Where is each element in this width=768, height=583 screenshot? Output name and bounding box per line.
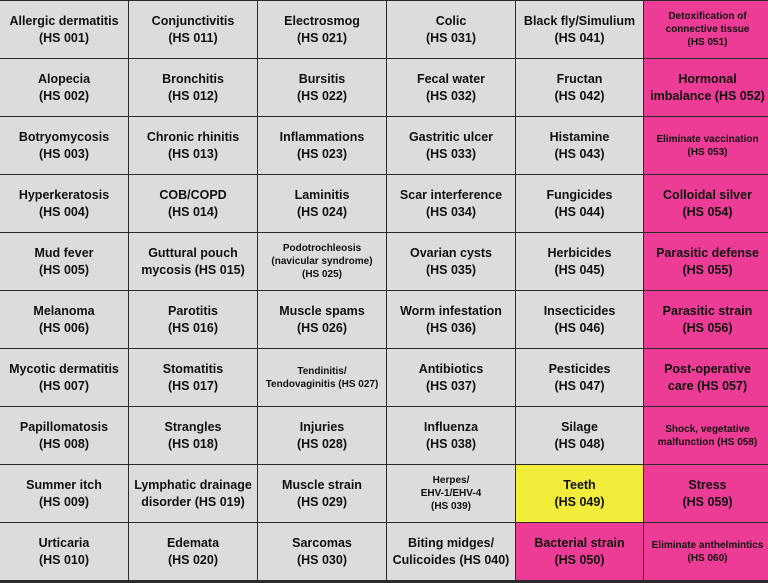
- cell-text-line: (HS 037): [425, 378, 477, 393]
- table-cell: [644, 349, 768, 406]
- cell-text-line: Podotrochleosis: [282, 243, 362, 254]
- cell-text-line: (HS 032): [425, 88, 477, 103]
- cell-text-line: (HS 004): [38, 204, 90, 219]
- cell-text-line: (HS 014): [167, 204, 219, 219]
- table-cell: [258, 465, 386, 522]
- table-cell: [387, 117, 515, 174]
- cell-text-line: Insecticides: [543, 304, 616, 319]
- cell-text-line: (HS 018): [167, 436, 219, 451]
- cell-text-line: Shock, vegetative: [665, 423, 750, 435]
- table-cell: [516, 117, 643, 174]
- cell-text-line: Colic: [435, 14, 467, 29]
- cell-text-line: connective tissue: [665, 24, 750, 35]
- cell-text-line: (HS 009): [38, 494, 90, 509]
- cell-text-line: (HS 047): [554, 378, 605, 393]
- cell-text-line: (HS 050): [554, 552, 605, 567]
- cell-text-line: Worm infestation: [400, 304, 502, 319]
- table-cell: [387, 407, 515, 464]
- cell-text-line: (HS 028): [296, 436, 348, 451]
- cell-text-line: Fructan: [556, 72, 603, 87]
- cell-text-line: Teeth: [563, 478, 596, 493]
- cell-text-line: (HS 030): [296, 552, 348, 567]
- cell-text-line: Influenza: [423, 420, 479, 435]
- cell-text-line: (HS 045): [554, 262, 605, 277]
- cell-text-line: Parotitis: [167, 304, 218, 319]
- cell-text-line: Eliminate vaccination: [656, 133, 759, 145]
- cell-text-line: Electrosmog: [284, 14, 360, 29]
- cell-text-line: Hormonal: [678, 72, 737, 87]
- cell-text-line: Colloidal silver: [663, 188, 752, 203]
- table-cell: [129, 291, 257, 348]
- cell-text-line: Mycotic dermatitis: [9, 362, 119, 377]
- table-cell: [129, 349, 257, 406]
- cell-text-line: Hyperkeratosis: [18, 188, 110, 203]
- table-cell: [129, 407, 257, 464]
- cell-text-line: (HS 013): [167, 146, 219, 161]
- cell-text-line: Ovarian cysts: [410, 246, 492, 261]
- table-cell: [129, 175, 257, 232]
- cell-text-line: (HS 029): [296, 494, 348, 509]
- table-cell: [516, 233, 643, 290]
- cell-text-line: (HS 053): [687, 146, 728, 158]
- cell-text-line: Laminitis: [294, 188, 350, 203]
- cell-text-line: Parasitic defense: [656, 246, 759, 261]
- cell-text-line: Summer itch: [26, 478, 102, 493]
- cell-text-line: (HS 042): [554, 88, 605, 103]
- cell-text-line: Tendinitis/: [297, 365, 347, 377]
- table-cell: [0, 1, 128, 58]
- table-cell: [0, 59, 128, 116]
- table-cell: [129, 233, 257, 290]
- cell-text-line: (HS 056): [682, 320, 733, 335]
- cell-text-line: (HS 021): [296, 30, 348, 45]
- cell-text-line: (HS 049): [554, 494, 605, 509]
- cell-text-line: Muscle strain: [282, 478, 362, 493]
- table-cell: [258, 1, 386, 58]
- cell-text-line: Sarcomas: [292, 536, 352, 551]
- cell-text-line: Lymphatic drainage: [134, 478, 252, 493]
- cell-text-line: (HS 016): [167, 320, 219, 335]
- table-cell: [129, 117, 257, 174]
- table-cell: [258, 117, 386, 174]
- cell-text-line: Fecal water: [416, 72, 486, 87]
- cell-text-line: (HS 039): [430, 501, 471, 512]
- cell-text-line: Tendovaginitis (HS 027): [265, 378, 379, 390]
- cell-text-line: (HS 038): [425, 436, 477, 451]
- cell-text-line: Stress: [688, 478, 727, 493]
- table-cell: [516, 407, 643, 464]
- cell-text-line: (HS 048): [554, 436, 605, 451]
- cell-text-line: Allergic dermatitis: [9, 14, 119, 29]
- cell-text-line: (HS 012): [167, 88, 219, 103]
- cell-text-line: (HS 017): [167, 378, 219, 393]
- cell-text-line: Conjunctivitis: [151, 14, 235, 29]
- table-cell: [516, 523, 643, 580]
- table-cell: [387, 175, 515, 232]
- cell-text-line: (HS 059): [682, 494, 733, 509]
- table-cell: [644, 523, 768, 580]
- cell-text-line: Alopecia: [37, 72, 91, 87]
- cell-text-line: (HS 035): [425, 262, 477, 277]
- cell-text-line: Scar interference: [399, 188, 503, 203]
- cell-text-line: Bacterial strain: [534, 536, 625, 551]
- cell-text-line: Herpes/: [432, 475, 470, 486]
- table-cell: [644, 233, 768, 290]
- table-cell: [258, 291, 386, 348]
- cell-text-line: (HS 060): [687, 552, 728, 564]
- table-cell: [258, 59, 386, 116]
- table-cell: [516, 465, 643, 522]
- table-cell: [516, 1, 643, 58]
- cell-text-line: (HS 011): [168, 30, 218, 45]
- cell-text-line: (HS 010): [38, 552, 90, 567]
- table-cell: [258, 523, 386, 580]
- table-cell: [258, 233, 386, 290]
- cell-text-line: Detoxification of: [668, 11, 747, 22]
- table-cell: [516, 59, 643, 116]
- table-cell: [129, 465, 257, 522]
- table-cell: [644, 117, 768, 174]
- cell-text-line: Papillomatosis: [19, 420, 109, 435]
- cell-text-line: (HS 001): [38, 30, 90, 45]
- table-cell: [129, 59, 257, 116]
- cell-text-line: COB/COPD: [159, 188, 227, 203]
- cell-text-line: Guttural pouch: [148, 246, 238, 261]
- cell-text-line: Melanoma: [33, 304, 95, 319]
- cell-text-line: Fungicides: [546, 188, 613, 203]
- cell-text-line: (HS 043): [554, 146, 605, 161]
- cell-text-line: (HS 024): [296, 204, 348, 219]
- cell-text-line: Muscle spams: [279, 304, 365, 319]
- cell-text-line: (HS 033): [425, 146, 477, 161]
- cell-text-line: Gastritic ulcer: [408, 130, 494, 145]
- table-cell: [0, 175, 128, 232]
- cell-text-line: (HS 054): [682, 204, 733, 219]
- table-cell: [0, 407, 128, 464]
- cell-text-line: (HS 031): [425, 30, 477, 45]
- table-cell: [387, 523, 515, 580]
- cell-text-line: (HS 003): [38, 146, 90, 161]
- cell-text-line: imbalance (HS 052): [650, 88, 765, 103]
- cell-text-line: Strangles: [164, 420, 222, 435]
- table-cell: [387, 233, 515, 290]
- cell-text-line: Inflammations: [279, 130, 365, 145]
- cell-text-line: Herbicides: [547, 246, 612, 261]
- table-cell: [0, 349, 128, 406]
- table-cell: [129, 523, 257, 580]
- table-cell: [0, 465, 128, 522]
- cell-text-line: Stomatitis: [162, 362, 224, 377]
- cell-text-line: (HS 036): [425, 320, 477, 335]
- cell-text-line: (HS 055): [682, 262, 733, 277]
- cell-text-line: Histamine: [549, 130, 610, 145]
- table-cell: [387, 465, 515, 522]
- table-cell: [516, 349, 643, 406]
- cell-text-line: (HS 034): [425, 204, 477, 219]
- cell-text-line: Edemata: [166, 536, 220, 551]
- cell-text-line: care (HS 057): [667, 378, 748, 393]
- cell-text-line: (HS 005): [38, 262, 90, 277]
- cell-text-line: Parasitic strain: [662, 304, 753, 319]
- table-cell: [387, 291, 515, 348]
- cell-text-line: Urticaria: [38, 536, 90, 551]
- table-cell: [387, 1, 515, 58]
- cell-text-line: (HS 025): [301, 269, 342, 280]
- cell-text-line: (HS 026): [296, 320, 348, 335]
- table-cell: [0, 523, 128, 580]
- cell-text-line: Bronchitis: [162, 72, 224, 87]
- table-cell: [516, 291, 643, 348]
- table-cell: [0, 117, 128, 174]
- table-cell: [387, 349, 515, 406]
- cell-text-line: Eliminate anthelmintics: [651, 539, 764, 551]
- cell-text-line: Antibiotics: [418, 362, 484, 377]
- cell-text-line: (HS 023): [296, 146, 348, 161]
- cell-text-line: (HS 051): [687, 37, 728, 48]
- cell-text-line: (HS 022): [296, 88, 348, 103]
- cell-text-line: Bursitis: [298, 72, 346, 87]
- cell-text-line: Chronic rhinitis: [146, 130, 240, 145]
- table-cell: [129, 1, 257, 58]
- cell-text-line: (HS 041): [554, 30, 605, 45]
- table-cell: [644, 1, 768, 58]
- table-cell: [644, 59, 768, 116]
- cell-text-line: Botryomycosis: [18, 130, 110, 145]
- table-cell: [0, 233, 128, 290]
- cell-text-line: Culicoides (HS 040): [392, 552, 510, 567]
- cell-text-line: (HS 002): [38, 88, 90, 103]
- cell-text-line: (HS 006): [38, 320, 90, 335]
- cell-text-line: (HS 044): [554, 204, 605, 219]
- table-cell: [258, 407, 386, 464]
- cell-text-line: (navicular syndrome): [271, 256, 373, 267]
- cell-text-line: mycosis (HS 015): [141, 262, 245, 277]
- table-cell: [0, 291, 128, 348]
- cell-text-line: Black fly/Simulium: [523, 14, 636, 29]
- cell-text-line: Post-operative: [664, 362, 751, 377]
- cell-text-line: EHV-1/EHV-4: [420, 488, 482, 499]
- cell-text-line: Pesticides: [548, 362, 611, 377]
- cell-text-line: (HS 020): [167, 552, 219, 567]
- table-cell: [258, 175, 386, 232]
- cell-text-line: Silage: [561, 420, 598, 435]
- cell-text-line: Injuries: [299, 420, 345, 435]
- cell-text-line: disorder (HS 019): [141, 494, 245, 509]
- cell-text-line: Biting midges/: [407, 536, 495, 551]
- cell-text-line: Mud fever: [34, 246, 94, 261]
- table-cell: [644, 465, 768, 522]
- cell-text-line: malfunction (HS 058): [657, 436, 758, 448]
- table-cell: [644, 291, 768, 348]
- table-cell: [644, 175, 768, 232]
- cell-text-line: (HS 008): [38, 436, 90, 451]
- table-cell: [644, 407, 768, 464]
- table-cell: [258, 349, 386, 406]
- table-cell: [387, 59, 515, 116]
- table-cell: [516, 175, 643, 232]
- cell-text-line: (HS 007): [38, 378, 90, 393]
- cell-text-line: (HS 046): [554, 320, 605, 335]
